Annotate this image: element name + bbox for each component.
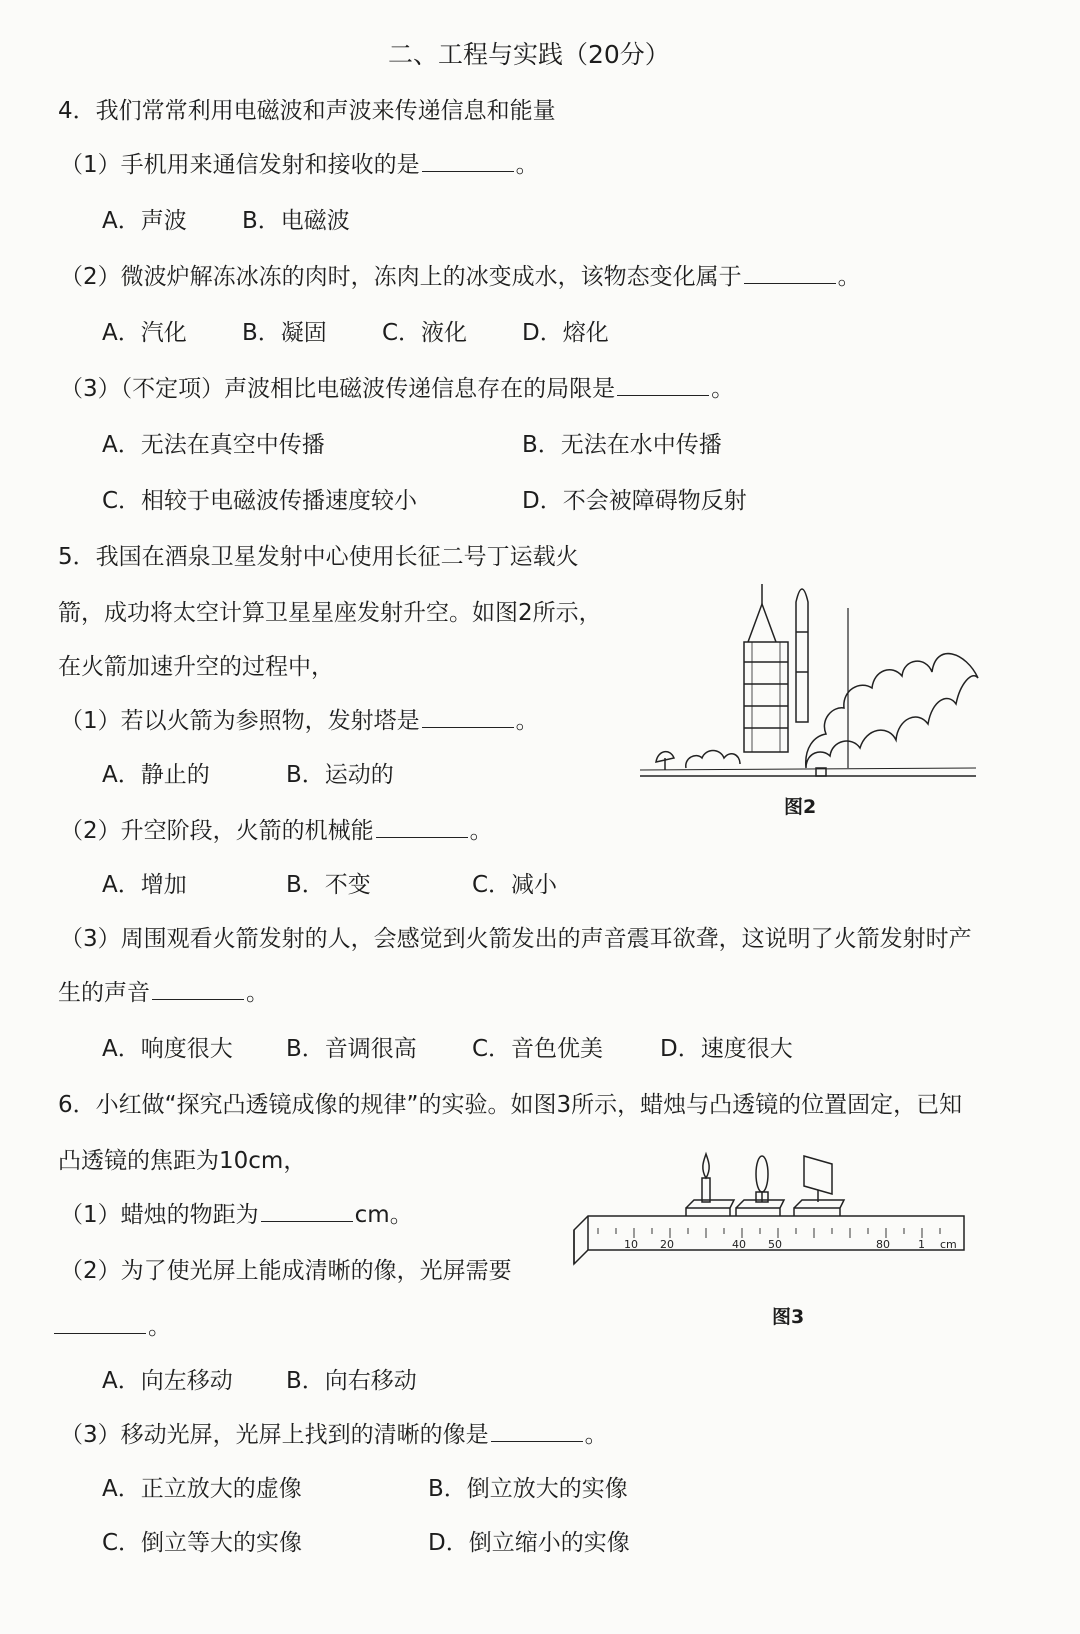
q4-p1-text: （1）手机用来通信发射和接收的是 xyxy=(60,152,420,178)
q6-p3-blank[interactable] xyxy=(491,1423,583,1442)
q4-p3-option-a[interactable]: A．无法在真空中传播 xyxy=(102,432,325,458)
launch-tower xyxy=(744,642,788,752)
q5-p3-text: 生的声音 xyxy=(58,980,150,1006)
q6-p1-end: cm。 xyxy=(354,1202,413,1228)
q6-p2-blank[interactable] xyxy=(54,1315,146,1334)
q4-p2-option-c[interactable]: C．液化 xyxy=(382,320,468,346)
q5-p3-blank[interactable] xyxy=(152,981,244,1000)
q4-p1-option-a[interactable]: A．声波 xyxy=(102,208,187,234)
rocket xyxy=(796,589,808,722)
q6-p1-blank[interactable] xyxy=(261,1203,353,1222)
q4-p2-end: 。 xyxy=(837,264,861,290)
q5-p1-end: 。 xyxy=(515,708,539,734)
q4-p3 xyxy=(60,376,734,404)
q4-p2-option-b[interactable]: B．凝固 xyxy=(242,320,327,346)
q6-p2-line-1: （2）为了使光屏上能成清晰的像，光屏需要 xyxy=(60,1258,512,1284)
q5-stem-line-1: 5．我国在酒泉卫星发射中心使用长征二号丁运载火 xyxy=(58,544,579,570)
q5-p1-option-b[interactable]: B．运动的 xyxy=(286,762,394,788)
q5-stem-line-2: 箭，成功将太空计算卫星星座发射升空。如图2所示， xyxy=(58,600,602,626)
smoke-cloud xyxy=(806,654,978,768)
q5-p3-option-c[interactable]: C．音色优美 xyxy=(472,1036,604,1062)
q4-p2-text: （2）微波炉解冻冰冻的肉时，冻肉上的冰变成水，该物态变化属于 xyxy=(60,264,742,290)
ruler-ticks xyxy=(598,1228,940,1238)
q4-p2-option-a[interactable]: A．汽化 xyxy=(102,320,187,346)
q6-p3-option-b[interactable]: B．倒立放大的实像 xyxy=(428,1476,628,1502)
q6-p3-end: 。 xyxy=(584,1422,608,1448)
ruler-label-80: 80 xyxy=(876,1238,890,1251)
q6-p2-end: 。 xyxy=(148,1314,171,1340)
candle-flame xyxy=(703,1154,709,1178)
q4-p2 xyxy=(60,264,861,292)
q5-p3-line-1: （3）周围观看火箭发射的人，会感觉到火箭发出的声音震耳欲聋，这说明了火箭发射时产 xyxy=(60,926,972,952)
q5-p2-option-c[interactable]: C．减小 xyxy=(472,872,558,898)
q4-p1 xyxy=(60,152,539,180)
q5-p2-option-b[interactable]: B．不变 xyxy=(286,872,371,898)
rocket-launch-figure xyxy=(636,572,981,792)
optical-bench-figure xyxy=(568,1150,978,1290)
q5-p2-blank[interactable] xyxy=(376,819,468,838)
q5-p1-option-a[interactable]: A．静止的 xyxy=(102,762,210,788)
q4-p1-end: 。 xyxy=(515,152,539,178)
q5-p1 xyxy=(60,708,539,736)
q5-p3-line-2 xyxy=(58,980,269,1008)
q5-p1-blank[interactable] xyxy=(422,709,514,728)
q5-p3-option-a[interactable]: A．响度很大 xyxy=(102,1036,233,1062)
q6-p3 xyxy=(60,1422,608,1450)
q5-p2-option-a[interactable]: A．增加 xyxy=(102,872,187,898)
q4-p2-option-d[interactable]: D．熔化 xyxy=(522,320,609,346)
q6-p2-line-2 xyxy=(52,1314,171,1342)
q5-p1-text: （1）若以火箭为参照物，发射塔是 xyxy=(60,708,420,734)
q4-p2-blank[interactable] xyxy=(744,265,836,284)
q5-stem-line-3: 在火箭加速升空的过程中， xyxy=(58,654,334,680)
q6-p3-text: （3）移动光屏，光屏上找到的清晰的像是 xyxy=(60,1422,489,1448)
q5-p3-option-d[interactable]: D．速度很大 xyxy=(660,1036,793,1062)
figure-3-caption: 图3 xyxy=(772,1306,805,1328)
ruler-label-unit: cm xyxy=(940,1238,957,1251)
q4-p3-option-b[interactable]: B．无法在水中传播 xyxy=(522,432,722,458)
q4-p3-option-c[interactable]: C．相较于电磁波传播速度较小 xyxy=(102,488,418,514)
q6-stem-line-2: 凸透镜的焦距为10cm， xyxy=(58,1148,307,1174)
light-screen xyxy=(804,1156,832,1194)
candle xyxy=(702,1178,710,1202)
q6-stem-line-1: 6．小红做“探究凸透镜成像的规律”的实验。如图3所示，蜡烛与凸透镜的位置固定，已知 xyxy=(58,1092,963,1118)
q4-p3-option-d[interactable]: D．不会被障碍物反射 xyxy=(522,488,747,514)
q5-p2-end: 。 xyxy=(469,818,493,844)
q4-p3-end: 。 xyxy=(711,376,735,402)
q6-p3-option-c[interactable]: C．倒立等大的实像 xyxy=(102,1530,303,1556)
q5-p2 xyxy=(60,818,493,846)
q6-p3-option-a[interactable]: A．正立放大的虚像 xyxy=(102,1476,302,1502)
q4-p3-text: （3）（不定项）声波相比电磁波传递信息存在的局限是 xyxy=(60,376,616,402)
q4-stem: 4．我们常常利用电磁波和声波来传递信息和能量 xyxy=(58,98,556,124)
q5-p2-text: （2）升空阶段，火箭的机械能 xyxy=(60,818,374,844)
q4-p1-blank[interactable] xyxy=(422,153,514,172)
q6-p1-text: （1）蜡烛的物距为 xyxy=(60,1202,259,1228)
q6-p3-option-d[interactable]: D．倒立缩小的实像 xyxy=(428,1530,630,1556)
section-title: 二、工程与实践（20分） xyxy=(388,40,670,69)
ruler-label-20: 20 xyxy=(660,1238,674,1251)
q6-p1 xyxy=(60,1202,413,1230)
convex-lens xyxy=(756,1156,768,1192)
ruler-label-40: 40 xyxy=(732,1238,746,1251)
q5-p3-end: 。 xyxy=(246,980,269,1006)
q6-p2-option-b[interactable]: B．向右移动 xyxy=(286,1368,417,1394)
ruler-label-100: 1 xyxy=(918,1238,925,1251)
screen-holder xyxy=(794,1200,844,1216)
q4-p3-blank[interactable] xyxy=(617,377,709,396)
figure-2-caption: 图2 xyxy=(784,796,817,818)
ruler-label-50: 50 xyxy=(768,1238,782,1251)
ruler-label-10: 10 xyxy=(624,1238,638,1251)
q5-p3-option-b[interactable]: B．音调很高 xyxy=(286,1036,417,1062)
q4-p1-option-b[interactable]: B．电磁波 xyxy=(242,208,350,234)
q6-p2-option-a[interactable]: A．向左移动 xyxy=(102,1368,233,1394)
